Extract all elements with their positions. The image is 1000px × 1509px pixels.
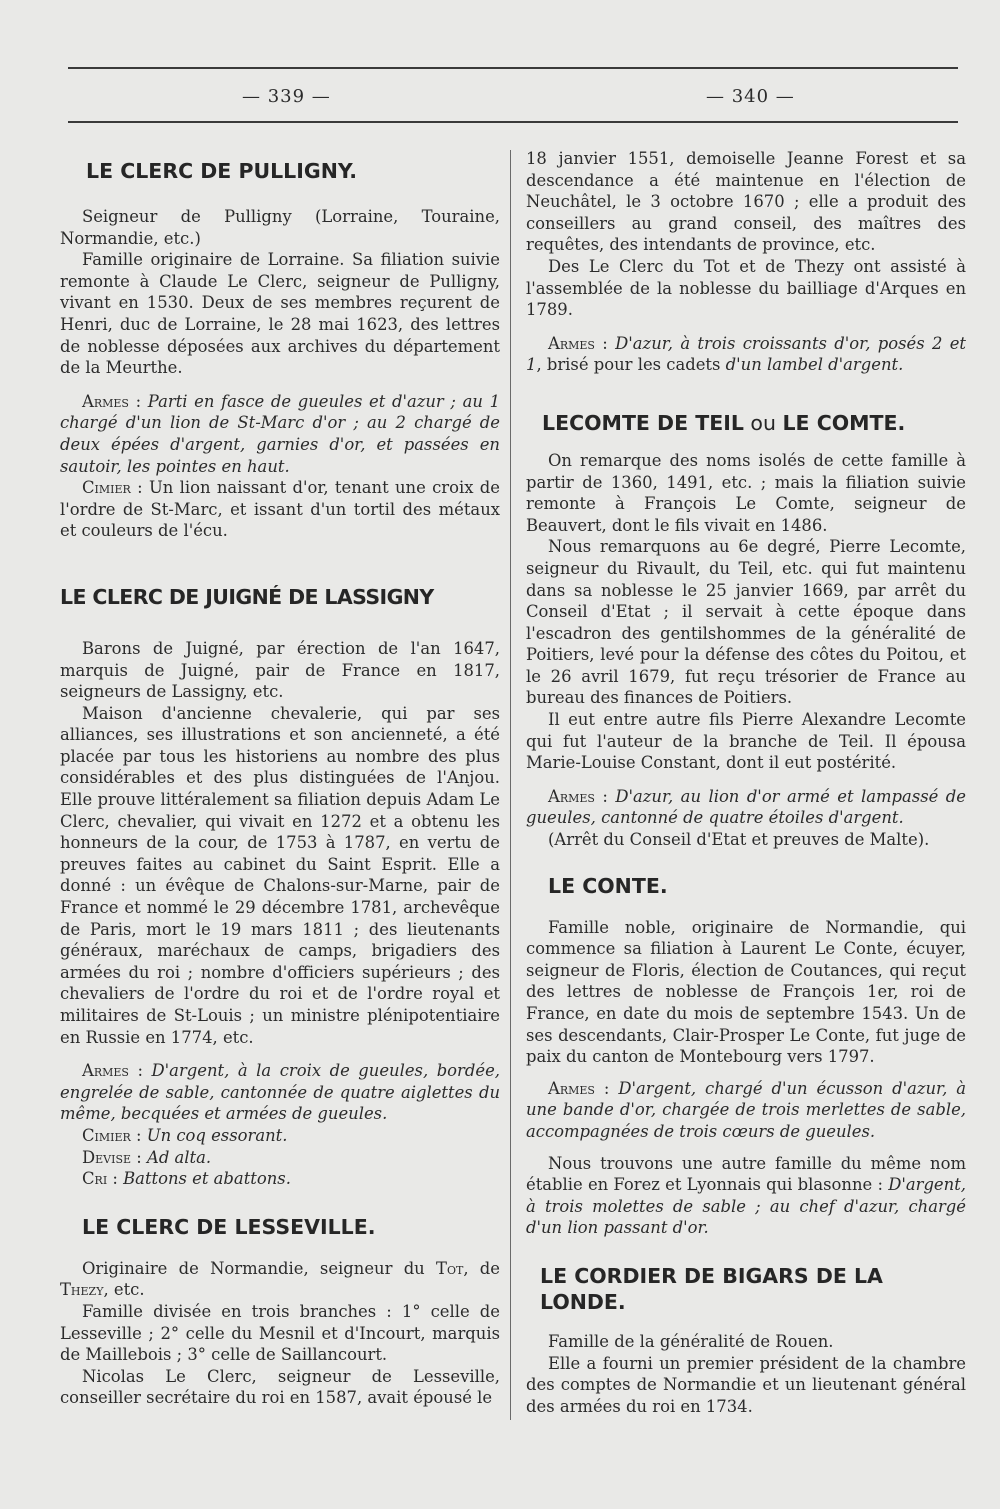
paragraph	[526, 1153, 966, 1239]
arms-paragraph	[526, 1078, 966, 1143]
text-run: Tot	[436, 1258, 464, 1278]
paragraph: Seigneur de Pulligny (Lorraine, Touraine, Normandie, etc.)	[60, 207, 500, 248]
separator: :	[128, 391, 148, 411]
text-run: Nous trouvons une autre famille du même nom établie en Forez et Lyonnais qui blasonne :	[526, 1153, 966, 1195]
entry-title: LE CLERC DE LESSEVILLE.	[82, 1214, 376, 1239]
paragraph: Nous remarquons au 6e degré, Pierre Lecomte, seigneur du Rivault, du Teil, etc. qui fut maintenu dans sa noblesse le 25 janvier 1669, par arrêt du Conseil d'Etat ; il servait à cette époque dans l'escadron des gentilshommes de la généralité de Poitiers, levé pour la défense des côtes du Poitou, et le 26 avril 1679, fut reçu trésorier de France au bureau des finances de Poitiers.	[526, 537, 966, 708]
title-part: LE COMTE.	[782, 410, 906, 435]
war-cry-text: Battons et abattons.	[123, 1169, 291, 1189]
arms-text: D'azur, à trois croissants d'or, posés 2 et 1	[526, 333, 966, 375]
text-run: , etc.	[103, 1280, 145, 1300]
arms-text: Parti en fasce de gueules et d'azur ; au 1 chargé d'un lion de St-Marc d'or ; au 2 chargé de deux épées d'argent, garnies d'or, et passées en sautoir, les pointes en haut.	[60, 391, 501, 476]
separator: :	[594, 333, 616, 353]
arms-text: D'argent, à la croix de gueules, bordée, engrelée de sable, cantonnée de quatre aiglettes du même, becquées et armées de gueules.	[60, 1061, 500, 1124]
separator: :	[131, 1147, 147, 1167]
entry-title: LE CORDIER DE BIGARS DE LA LONDE.	[540, 1263, 883, 1314]
text-run: Thezy	[60, 1280, 104, 1300]
paragraph: Famille originaire de Lorraine. Sa filiation suivie remonte à Claude Le Clerc, seigneur de Pulligny, vivant en 1530. Deux de ses membres reçurent de Henri, duc de Lorraine, le 28 mai 1623, des lettres de noblesse déposées aux archives du département de la Meurthe.	[60, 250, 500, 378]
arms-text: D'azur, au lion d'or armé et lampassé de gueules, cantonné de quatre étoiles d'argent.	[526, 786, 966, 828]
arms-paragraph	[526, 786, 966, 829]
paragraph: Elle a fourni un premier président de la chambre des comptes de Normandie et un lieutenant général des armées du roi en 1734.	[526, 1353, 966, 1416]
title-connector: ou	[743, 410, 783, 435]
separator: :	[107, 1169, 124, 1189]
arms-label: Armes	[548, 786, 595, 806]
crest-label: Cimier	[82, 478, 131, 498]
war-cry-paragraph	[60, 1168, 500, 1190]
right-column	[526, 148, 966, 1417]
text-run: Originaire de Normandie, seigneur du	[82, 1258, 437, 1278]
paragraph: Nicolas Le Clerc, seigneur de Lesseville, conseiller secrétaire du roi en 1587, avait épousé le	[60, 1366, 500, 1408]
war-cry-label: Cri	[82, 1169, 108, 1189]
motto-text: Ad alta.	[146, 1147, 212, 1167]
entry-lecomte-de-teil	[526, 410, 966, 851]
paragraph: Famille de la généralité de Rouen.	[548, 1331, 834, 1351]
paragraph	[60, 1258, 500, 1301]
arms-paragraph	[526, 333, 966, 376]
entry-le-clerc-de-pulligny	[60, 158, 500, 542]
crest-paragraph	[60, 1125, 500, 1147]
title-part: LECOMTE DE TEIL	[542, 410, 744, 435]
paragraph: On remarque des noms isolés de cette famille à partir de 1360, 1491, etc. ; mais la filiation suivie remonte à François Le Comte, seigneur de Beauvert, dont le fils vivait en 1486.	[526, 450, 966, 535]
arms-text: D'argent, à trois molettes de sable ; au chef d'azur, chargé d'un lion passant d'or.	[526, 1175, 966, 1238]
arms-text: D'argent, chargé d'un écusson d'azur, à une bande d'or, chargée de trois merlettes de sable, accompagnées de trois cœurs de gueules.	[526, 1078, 966, 1141]
top-rule	[68, 67, 958, 69]
paragraph: Des Le Clerc du Tot et de Thezy ont assisté à l'assemblée de la noblesse du bailliage d'Arques en 1789.	[526, 256, 966, 320]
entry-continuation	[526, 148, 966, 376]
entry-title: LE CLERC DE JUIGNÉ DE LASSIGNY	[60, 584, 434, 609]
entry-title: LE CLERC DE PULLIGNY.	[86, 159, 358, 183]
paragraph: Maison d'ancienne chevalerie, qui par ses alliances, ses illustrations et son ancienneté, a été placée par tous les historiens au nombre des plus considérables et des plus distinguées de l'Anjou. Elle prouve littéralement sa filiation depuis Adam Le Clerc, chevalier, qui vivait en 1272 et a obtenu les honneurs de la cour, de 1753 à 1787, en vertu de preuves faites au cabinet du Saint Esprit. Elle a donné : un évêque de Chalons-sur-Marne, pair de France et nommé le 29 décembre 1781, archevêque de Paris, mort le 19 mars 1811 ; des lieutenants généraux, maréchaux de camps, brigadiers des armées du roi ; nombre d'officiers supérieurs ; des chevaliers de l'ordre du roi et de l'ordre royal et militaires de St-Louis ; un ministre plénipotentiaire en Russie en 1774, etc.	[60, 703, 500, 1047]
paragraph: Famille noble, originaire de Normandie, qui commence sa filiation à Laurent Le Conte, écuyer, seigneur de Floris, élection de Coutances, qui reçut des lettres de noblesse de François 1er, roi de France, en date du mois de septembre 1543. Un de ses descendants, Clair-Prosper Le Conte, fut juge de paix du canton de Montebourg vers 1797.	[526, 917, 966, 1067]
arms-label: Armes	[548, 1078, 595, 1098]
crest-text: : Un lion naissant d'or, tenant une croix de l'ordre de St-Marc, et issant d'un tortil des métaux et couleurs de l'écu.	[60, 478, 500, 541]
text-run: , de	[463, 1258, 500, 1278]
paragraph: 18 janvier 1551, demoiselle Jeanne Forest et sa descendance a été maintenue en l'élection de Neuchâtel, le 3 octobre 1670 ; elle a produit des conseillers au grand conseil, des maîtres des requêtes, des intendants de province, etc.	[526, 149, 966, 255]
entry-title: LE CONTE.	[548, 873, 668, 898]
crest-paragraph	[60, 477, 500, 542]
separator: :	[594, 1078, 619, 1098]
page-number-left: — 339 —	[242, 86, 331, 107]
arms-paragraph	[60, 391, 500, 477]
motto-label: Devise	[82, 1147, 132, 1167]
arms-label: Armes	[82, 1061, 129, 1081]
entry-le-clerc-de-juigne-de-lassigny	[60, 584, 500, 1190]
entry-le-clerc-de-lesseville	[60, 1214, 500, 1409]
entry-title	[542, 410, 966, 436]
paragraph: (Arrêt du Conseil d'Etat et preuves de Malte).	[548, 830, 930, 850]
left-column	[60, 148, 500, 1409]
paragraph: Il eut entre autre fils Pierre Alexandre Lecomte qui fut l'auteur de la branche de Teil. Il épousa Marie-Louise Constant, dont il eut postérité.	[526, 710, 966, 773]
entry-le-cordier-de-bigars-de-la-londe	[526, 1263, 966, 1417]
paragraph: Barons de Juigné, par érection de l'an 1647, marquis de Juigné, pair de France en 1817, seigneurs de Lassigny, etc.	[60, 638, 500, 702]
separator: :	[130, 1125, 147, 1145]
separator: :	[594, 786, 616, 806]
arms-text-plain: , brisé pour les cadets	[536, 355, 726, 375]
arms-label: Armes	[548, 333, 595, 353]
crest-text: Un coq essorant.	[146, 1125, 288, 1145]
crest-label: Cimier	[82, 1125, 131, 1145]
arms-label: Armes	[82, 391, 129, 411]
arms-paragraph	[60, 1060, 500, 1125]
paragraph: Famille divisée en trois branches : 1° celle de Lesseville ; 2° celle du Mesnil et d'Incourt, marquis de Maillebois ; 3° celle de Saillancourt.	[60, 1301, 500, 1365]
separator: :	[128, 1061, 152, 1081]
motto-paragraph	[60, 1147, 500, 1169]
header-rule	[68, 121, 958, 123]
column-divider	[510, 150, 511, 1420]
arms-text: d'un lambel d'argent.	[725, 355, 904, 375]
page-number-right: — 340 —	[706, 86, 795, 107]
entry-le-conte	[526, 873, 966, 1239]
